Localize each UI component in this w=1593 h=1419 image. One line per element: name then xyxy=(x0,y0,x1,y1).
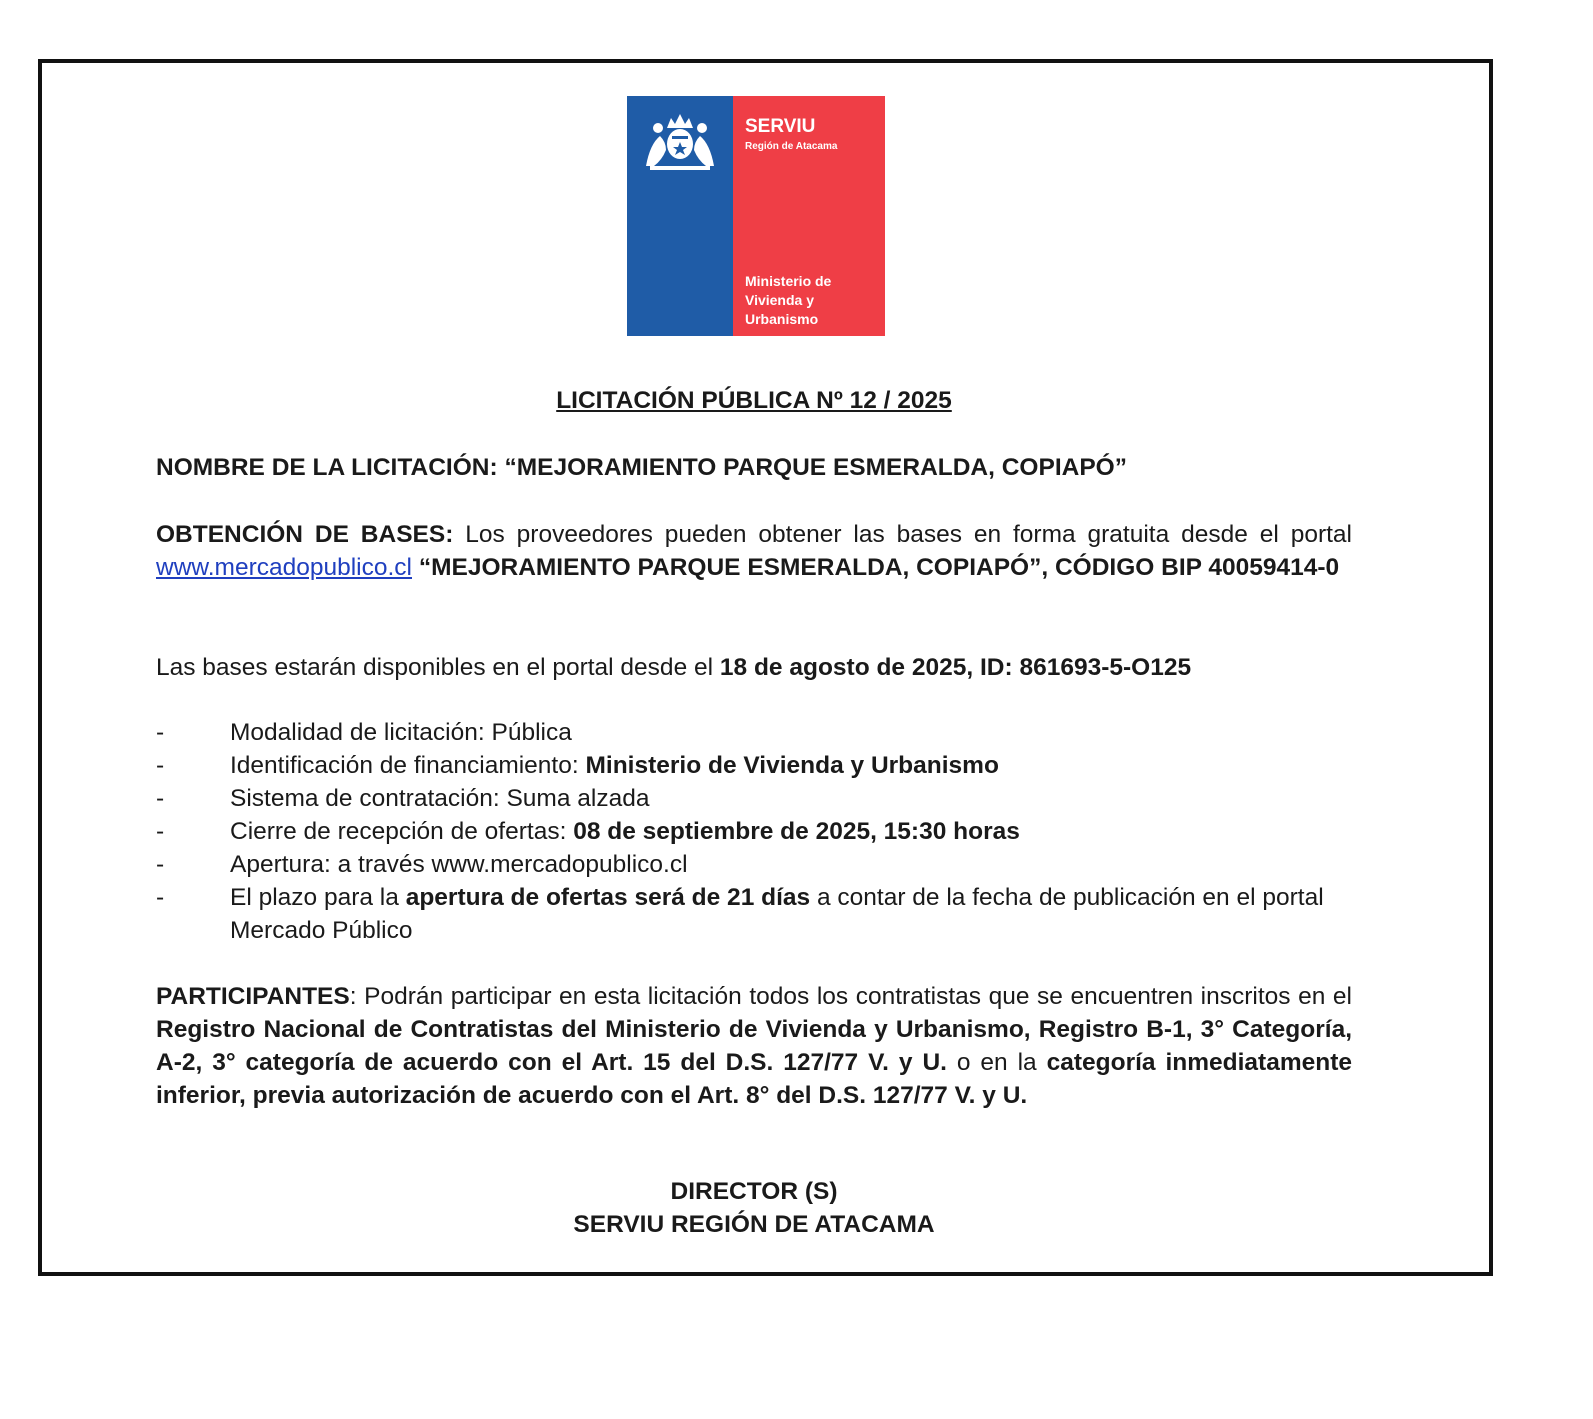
signature-line-1: DIRECTOR (S) xyxy=(670,1178,838,1205)
item-bold: Ministerio de Vivienda y Urbanismo xyxy=(585,752,999,779)
participantes-text-2: o en la xyxy=(956,1049,1037,1076)
item-text: Cierre de recepción de ofertas: xyxy=(230,818,567,845)
list-dash: - xyxy=(156,851,165,878)
list-dash: - xyxy=(156,752,165,779)
item-text: Sistema de contratación: Suma alzada xyxy=(230,785,650,812)
item-text: Modalidad de licitación: Pública xyxy=(230,719,572,746)
obtencion-label: OBTENCIÓN DE BASES: xyxy=(156,521,454,548)
list-dash: - xyxy=(156,818,165,845)
logo-red-panel xyxy=(733,96,885,336)
mercadopublico-link[interactable]: www.mercadopublico.cl xyxy=(156,554,412,581)
details-list xyxy=(156,716,1396,947)
list-item xyxy=(156,881,1396,947)
logo-org: SERVIU xyxy=(745,116,816,137)
participantes-bold-1: Registro Nacional de Contratistas del Ministerio de Vivienda y Urbanismo, Registro B-1, 3° Categoría, A-2, 3° categoría de acuerdo con el Art. 15 del D.S. 127/77 V. y U. xyxy=(156,1016,1352,1076)
item-bold: apertura de ofertas será de 21 días xyxy=(405,884,811,911)
list-dash: - xyxy=(156,884,165,911)
list-item xyxy=(156,815,1396,848)
list-dash: - xyxy=(156,785,165,812)
logo-region: Región de Atacama xyxy=(745,141,838,152)
participantes-bold-2: categoría inmediatamente inferior, previa autorización de acuerdo con el Art. 8° del D.S. 127/77 V. y U. xyxy=(156,1049,1352,1109)
nombre-section xyxy=(156,451,1356,484)
list-dash: - xyxy=(156,719,165,746)
participantes-label: PARTICIPANTES xyxy=(156,983,350,1010)
serviu-logo xyxy=(627,96,885,336)
list-item xyxy=(156,749,1396,782)
item-tail: a contar de la fecha de publicación en el portal Mercado Público xyxy=(230,884,1324,944)
disponibles-section xyxy=(156,651,1356,684)
item-bold: 08 de septiembre de 2025, 15:30 horas xyxy=(573,818,1020,845)
list-item xyxy=(156,716,1396,749)
list-item xyxy=(156,848,1396,881)
obtencion-text: Los proveedores pueden obtener las bases en forma gratuita desde el portal xyxy=(465,521,1353,548)
nombre-label: NOMBRE DE LA LICITACIÓN: xyxy=(156,454,498,481)
participantes-text: : Podrán participar en esta licitación todos los contratistas que se encuentren inscritos en el xyxy=(349,983,1352,1010)
logo-blue-panel xyxy=(627,96,733,336)
item-text: Apertura: a través www.mercadopublico.cl xyxy=(230,851,688,878)
item-text: El plazo para la xyxy=(230,884,399,911)
signature-line-2: SERVIU REGIÓN DE ATACAMA xyxy=(573,1211,935,1238)
disponibles-text: Las bases estarán disponibles en el portal desde el xyxy=(156,654,714,681)
disponibles-bold: 18 de agosto de 2025, ID: 861693-5-O125 xyxy=(719,654,1192,681)
obtencion-bold: “MEJORAMIENTO PARQUE ESMERALDA, COPIAPÓ”, CÓDIGO BIP 40059414-0 xyxy=(418,554,1340,581)
nombre-value: “MEJORAMIENTO PARQUE ESMERALDA, COPIAPÓ” xyxy=(504,454,1127,481)
logo-ministry: Ministerio de Vivienda y Urbanismo xyxy=(745,273,832,327)
chilean-coat-of-arms-icon xyxy=(636,106,724,176)
page-title: LICITACIÓN PÚBLICA Nº 12 / 2025 xyxy=(556,387,952,414)
item-text: Identificación de financiamiento: xyxy=(230,752,579,779)
obtencion-section xyxy=(156,518,1352,584)
list-item xyxy=(156,782,1396,815)
participantes-section xyxy=(156,980,1352,1112)
